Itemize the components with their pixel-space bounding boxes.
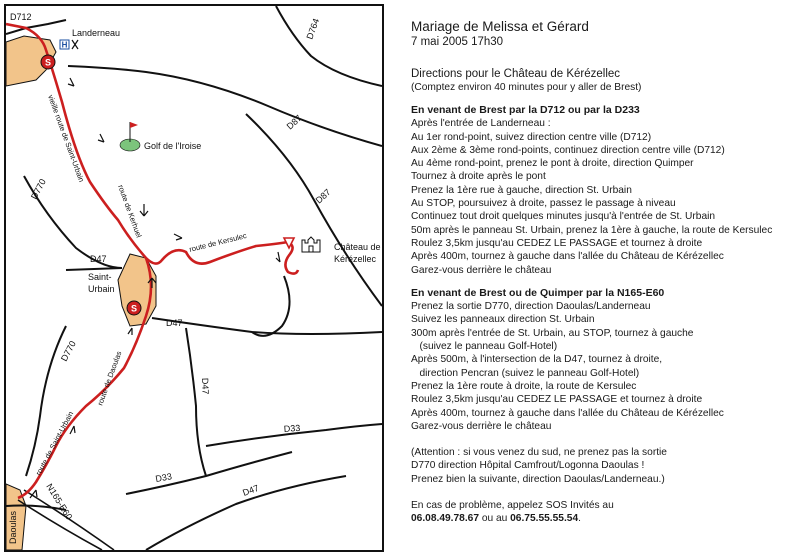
arrow-5 <box>276 252 280 262</box>
directions-heading: Directions pour le Château de Kérézellec <box>411 68 621 80</box>
label-d770-lower: D770 <box>58 339 78 363</box>
label-chateau-2: Kérézellec <box>334 254 377 264</box>
label-d47-bottom: D47 <box>241 482 261 498</box>
section2-heading: En venant de Brest ou de Quimper par la N165-E60 <box>411 286 665 299</box>
svg-text:S: S <box>130 303 138 314</box>
label-d770-upper: D770 <box>28 177 48 201</box>
label-golf: Golf de l'Iroise <box>144 141 202 151</box>
label-d47-south: D47 <box>200 377 211 395</box>
label-route-daoulas: route de Daoulas <box>95 349 124 407</box>
label-d33-west: D33 <box>154 471 173 484</box>
attention-line: D770 direction Hôpital Camfrout/Logonna Daoulas ! <box>411 460 645 472</box>
attention-line: Prenez bien la suivante, direction Daoulas/Landerneau.) <box>411 473 665 485</box>
section1-line: Tournez à droite après le pont <box>411 171 546 183</box>
road-east-loop <box>252 276 290 336</box>
section1-line: Continuez tout droit quelques minutes jusqu'à l'entrée de St. Urbain <box>411 211 716 223</box>
section2-line: Prenez la sortie D770, direction Daoulas/Landerneau <box>411 301 651 313</box>
label-saint-urbain-2: Urbain <box>88 284 115 294</box>
road-d47-west <box>66 268 122 270</box>
section2-list <box>411 300 781 433</box>
label-n165: N165-E60 <box>44 481 75 522</box>
phone-number-1: 06.08.49.78.67 <box>411 513 479 525</box>
label-chateau-1: Château de <box>334 242 381 252</box>
invitation-title: Mariage de Melissa et Gérard <box>411 19 589 34</box>
label-route-saint-urbain: route de Saint-Urbain <box>33 409 76 477</box>
chateau-icon <box>302 237 320 252</box>
arrow-4 <box>174 234 182 240</box>
attention-note <box>411 446 781 486</box>
phone-line <box>411 512 781 525</box>
restaurant-icon <box>72 40 78 49</box>
label-route-kerhuel: route de Kerhuel <box>116 183 144 239</box>
golf-icon <box>120 122 140 151</box>
road-d47-south <box>186 328 206 476</box>
label-d47-west: D47 <box>90 254 107 264</box>
label-d764: D764 <box>304 17 322 41</box>
section2-line: Suivez les panneaux direction St. Urbain <box>411 314 595 326</box>
label-landerneau: Landerneau <box>72 28 121 38</box>
start-marker-icon <box>41 55 55 69</box>
section2-line: Après 400m, tournez à gauche dans l'allée du Château de Kérézellec <box>411 407 724 419</box>
arrow-1 <box>68 78 74 86</box>
section1-line: Aux 2ème & 3ème rond-points, continuez direction centre ville (D712) <box>411 144 725 156</box>
section2-line: Garez-vous derrière le château <box>411 420 552 432</box>
section1-line: Au STOP, poursuivez à droite, passez le passage à niveau <box>411 198 676 210</box>
section1-line: Garez-vous derrière le château <box>411 264 552 276</box>
end-marker-icon <box>127 301 141 315</box>
label-d87-lower: D87 <box>313 187 333 206</box>
section1-line: Roulez 3,5km jusqu'au CEDEZ LE PASSAGE et tournez à droite <box>411 237 703 249</box>
section1-line: Au 1er rond-point, suivez direction centre ville (D712) <box>411 131 652 143</box>
section1-line: Prenez la 1ère rue à gauche, direction St. Urbain <box>411 184 632 196</box>
section2-line: direction Pencran (suivez le panneau Golf-Hotel) <box>411 367 640 379</box>
svg-text:H: H <box>61 40 68 50</box>
road-north-ring <box>68 66 382 146</box>
section1-list <box>411 117 781 277</box>
phone-separator: ou au <box>478 513 511 525</box>
section2-line: (suivez le panneau Golf-Hotel) <box>411 341 558 353</box>
arrow-8 <box>70 426 75 434</box>
label-route-kersulec: route de Kersulec <box>188 230 248 254</box>
section2-line: 300m après l'entrée de St. Urbain, au STOP, tournez à gauche <box>411 327 694 339</box>
arrow-3 <box>140 204 148 216</box>
svg-text:S: S <box>44 57 52 68</box>
phone-end: . <box>578 513 581 525</box>
section2-line: Prenez la 1ère route à droite, la route de Kersulec <box>411 380 637 392</box>
arrow-2 <box>98 134 104 142</box>
phone-number-2: 06.75.55.55.54 <box>510 513 579 525</box>
map <box>4 4 384 552</box>
section1-line: Après l'entrée de Landerneau : <box>411 118 551 130</box>
road-d764 <box>276 6 382 86</box>
problem-text: En cas de problème, appelez SOS Invités au <box>411 500 614 512</box>
section1-line: 50m après le panneau St. Urbain, prenez la 1ère à gauche, la route de Kersulec <box>411 224 773 236</box>
label-d47-east: D47 <box>166 318 183 328</box>
section1-line: Après 400m, tournez à gauche dans l'allée du Château de Kérézellec <box>411 251 724 263</box>
section2-line: Après 500m, à l'intersection de la D47, tournez à droite, <box>411 354 663 366</box>
attention-line: (Attention : si vous venez du sud, ne prenez pas la sortie <box>411 447 667 459</box>
label-vieille-route: vieille route de Saint-Urbain <box>46 93 87 184</box>
directions-subtitle: (Comptez environ 40 minutes pour y aller de Brest) <box>411 82 642 93</box>
road-network <box>6 6 382 550</box>
label-d87-upper: D87 <box>284 113 304 132</box>
hospital-icon <box>60 40 69 50</box>
label-d33-east: D33 <box>283 422 301 434</box>
directions-panel <box>411 18 781 526</box>
section1-line: Au 4ème rond-point, prenez le pont à droite, direction Quimper <box>411 158 694 170</box>
invitation-date: 7 mai 2005 17h30 <box>411 36 504 48</box>
label-saint-urbain-1: Saint- <box>88 272 112 282</box>
label-daoulas: Daoulas <box>8 510 18 544</box>
map-drawing <box>6 6 382 550</box>
label-d712: D712 <box>10 12 32 22</box>
section1-heading: En venant de Brest par la D712 ou par la D233 <box>411 104 640 116</box>
road-d33-west <box>126 452 292 494</box>
section2-line: Roulez 3,5km jusqu'au CEDEZ LE PASSAGE et tournez à droite <box>411 394 703 406</box>
arrow-7 <box>128 328 132 335</box>
road-d87 <box>246 114 382 306</box>
